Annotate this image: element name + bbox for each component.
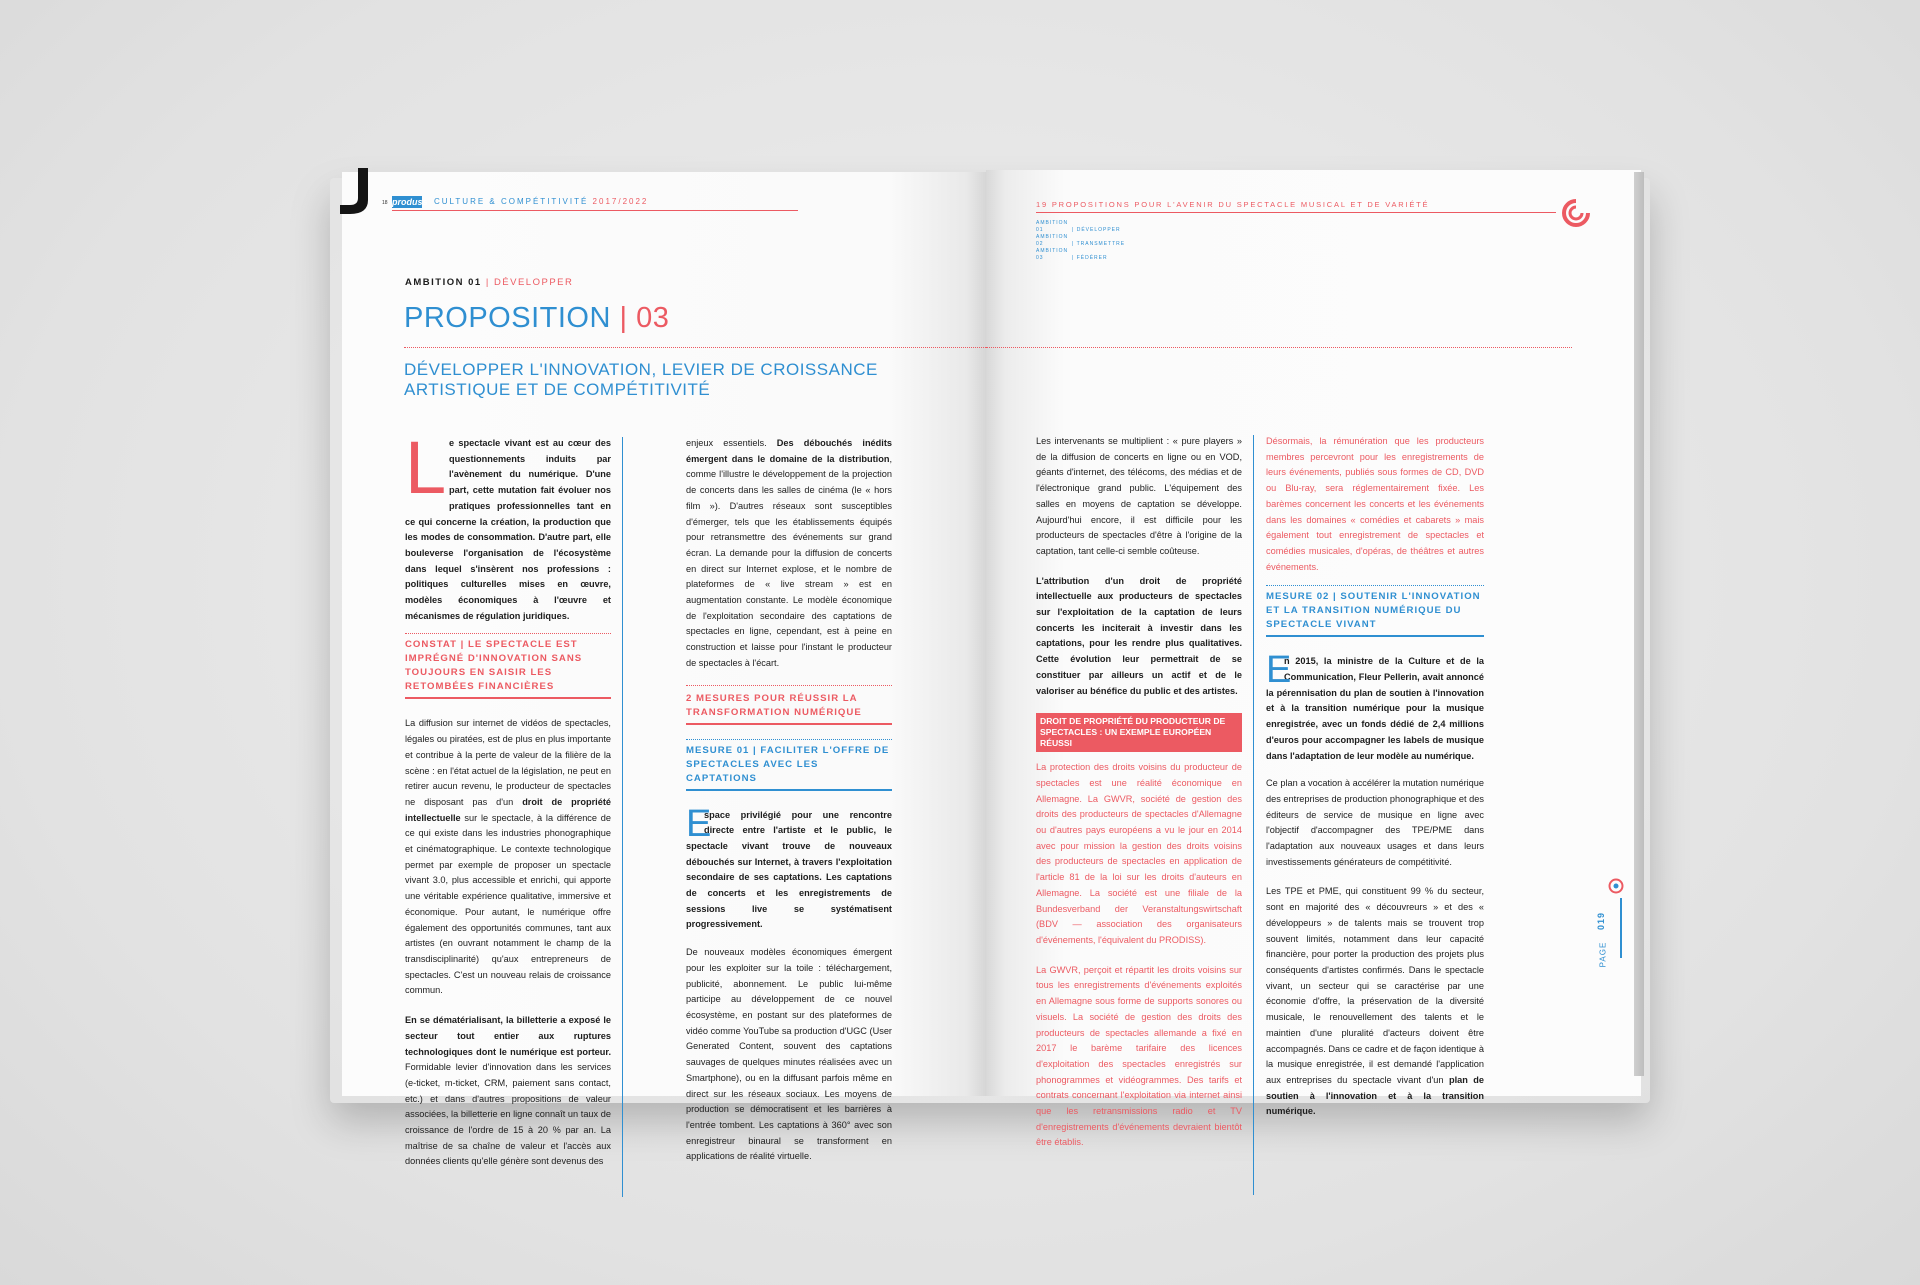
- mesures-underline: [686, 723, 892, 725]
- dropcap-e: E: [686, 802, 712, 845]
- folio-left: 18: [382, 200, 388, 206]
- mesure1-underline: [686, 789, 892, 791]
- dropcap-e2: E: [1266, 649, 1292, 692]
- col4-paragraph-1: Désormais, la rémunération que les producteurs membres percevront pour les enregistrements de leurs événements, publiés sous formes de CD, DVD ou Blu-ray, sera réglementairement fixée. Les barèmes concernent les concerts et les événements dans les domaines « comédies et cabarets » mais également tout enregistrement de spectacles et comédies musicales, d'opéras, de théâtres et autres événements.: [1266, 436, 1484, 572]
- mesure2-rule: [1266, 585, 1484, 586]
- page-marker-bar: [1620, 898, 1622, 958]
- col4-paragraph-4: Les TPE et PME, qui constituent 99 % du secteur, sont en majorité des « découvreurs » et des « développeurs » de talents mais se trouvent trop souvent limités, notamment dans leur capacité financière, pour porter la production des projets plus conséquents d'artistes confirmés. Dans le spectacle vivant, un secteur qui se caractérise par une économie d'offre, la préservation de la diversité musicale, le renouvellement des talents et le maintien d'une pluralité d'acteurs doivent être accompagnés. Dans ce cadre et de façon identique à la musique enregistrée, il est demandé l'application aux entreprises du spectacle vivant d'un plan de soutien à l'innovation et à la transition numérique.: [1266, 886, 1484, 1117]
- mesure1-heading: MESURE 01 | FACILITER L'OFFRE DE SPECTACLES AVEC LES CAPTATIONS: [686, 744, 890, 784]
- subtitle: DÉVELOPPER L'INNOVATION, LEVIER DE CROISSANCE ARTISTIQUE ET DE COMPÉTITIVITÉ: [404, 360, 878, 399]
- column-3: [1036, 434, 1242, 1151]
- header-right-rule: [1036, 212, 1556, 213]
- col3-paragraph-3: La protection des droits voisins du producteur de spectacles est une réalité économique en Allemagne. La GWVR, société de gestion des droits des producteurs de spectacles d'Allemagne ou d'autres pays européens a vu le jour en 2014 avec pour mission la gestion des droits voisins des producteurs de spectacles en application de l'article 81 de la loi sur les droits d'auteurs en Allemagne. La société est une filiale de la Bundesverband der Veranstaltungswirtschaft (BDV — association des organisateurs d'événements, l'équivalent du PRODISS).: [1036, 762, 1242, 945]
- mesure2-underline: [1266, 635, 1484, 637]
- column-1: [405, 426, 612, 1170]
- ambitions-item: AMBITION 02 | TRANSMETTRE: [1036, 234, 1126, 247]
- mesures-rule: [686, 685, 892, 686]
- produss-logo: produss: [392, 197, 428, 207]
- header-right-title: 19 PROPOSITIONS POUR L'AVENIR DU SPECTACLE MUSICAL ET DE VARIÉTÉ: [1036, 200, 1430, 209]
- mesure1-rule: [686, 739, 892, 740]
- column-divider-right: [1253, 435, 1254, 1195]
- constat-underline: [405, 697, 611, 699]
- target-icon: [1608, 878, 1624, 894]
- col3-paragraph-4: La GWVR, perçoit et répartit les droits voisins sur tous les enregistrements d'événements exploités en Allemagne sous forme de supports sonores ou visuels. La société de gestion des droits des producteurs de spectacles allemande a fixé en 2017 le barème tarifaire des licences d'exploitation des spectacles enregistrés sur phonogrammes et vidéogrammes. Des tarifs et contrats concernant l'exploitation via internet ainsi que les retransmissions radio et TV d'enregistrements d'événements devraient bientôt être établis.: [1036, 964, 1242, 1148]
- page-marker: [1596, 898, 1626, 998]
- header-left-title: CULTURE & COMPÉTITIVITÉ 2017/2022: [434, 197, 649, 206]
- proposition-title: PROPOSITION | 03: [404, 302, 670, 334]
- page-stack-edge: [1634, 172, 1644, 1076]
- column-divider: [622, 437, 623, 1197]
- title-dotted-rule: [404, 347, 986, 348]
- title-dotted-rule-right: [986, 347, 1572, 348]
- col4-paragraph-2: n 2015, la ministre de la Culture et de la Communication, Fleur Pellerin, avait annoncé la pérennisation du plan de soutien à l'innovation et à la transition numérique pour la musique enregistrée, avec un fonds dédié de 2,4 millions d'euros pour accompagner les labels de musique dans l'adaptation de leur modèle au numérique.: [1266, 656, 1484, 761]
- col2-paragraph-2: space privilégié pour une rencontre directe entre l'artiste et le public, le spectacle vivant trouve de nouveaux débouchés sur Internet, à travers l'exploitation secondaire de ses captations. Les captations de concerts et les enregistrements de sessions live se systématisent progressivement.: [686, 809, 892, 930]
- ambition-label: AMBITION 01 | DÉVELOPPER: [405, 277, 574, 288]
- col2-paragraph-1: enjeux essentiels. Des débouchés inédits émergent dans le domaine de la distribution, comme l'illustre le développement de la projection de concerts dans les salles de cinéma (le « hors film »). D'autres réseaux sont susceptibles d'émerger, tels que les établissements équipés pour retransmettre des événements sur grand écran. La demande pour la diffusion de concerts en direct sur Internet explose, et le nombre de plateformes de « live stream » est en augmentation constante. Le modèle économique de l'exploitation secondaire des captations de spectacles en ligne, cependant, est à peine en construction et laisse pour l'instant le producteur de spectacles à l'écart.: [686, 438, 892, 668]
- col4-paragraph-3: Ce plan a vocation à accélérer la mutation numérique des entreprises de production phonographique et des éditeurs de service de musique en ligne avec l'objectif d'accompagner des TPE/PME dans l'adaptation aux nouveaux usages et dans leurs investissements générateurs de compétitivité.: [1266, 778, 1484, 867]
- mesure2-heading: MESURE 02 | SOUTENIR L'INNOVATION ET LA TRANSITION NUMÉRIQUE DU SPECTACLE VIVANT: [1266, 591, 1481, 631]
- constat-rule: [405, 633, 611, 634]
- j-logo-icon: [336, 168, 376, 216]
- column-4: [1266, 434, 1484, 1120]
- ambitions-item: AMBITION 03 | FÉDÉRER: [1036, 248, 1108, 261]
- mesures-heading: 2 MESURES POUR RÉUSSIR LA TRANSFORMATION NUMÉRIQUE: [686, 692, 862, 718]
- col1-paragraph-2: En se dématérialisant, la billetterie a exposé le secteur tout entier aux ruptures technologiques dont le numérique est porteur. Formidable levier d'innovation dans les services (e-ticket, m-ticket, CRM, paiement sans contact, etc.) et dans d'autres propositions de valeur associées, la billetterie en ligne connaît un taux de croissance de l'ordre de 15 à 20 % par an. La maîtrise de sa chaîne de valeur et l'accès aux données clients qu'elle génère sont devenus des: [405, 1015, 611, 1167]
- dropcap-l: L: [405, 426, 447, 509]
- left-page: [342, 172, 986, 1167]
- column-2: [686, 436, 892, 1165]
- ambitions-list: [1036, 220, 1125, 262]
- prodiss-logo-icon: [1561, 198, 1591, 228]
- right-page: [986, 170, 1641, 1148]
- page-word: PAGE: [1598, 941, 1608, 968]
- header-left-rule: [392, 210, 798, 211]
- page-number: 019: [1596, 911, 1607, 931]
- constat-heading: CONSTAT | LE SPECTACLE EST IMPRÉGNÉ D'INNOVATION SANS TOUJOURS EN SAISIR LES RETOMBÉES FINANCIÈRES: [405, 639, 583, 693]
- col3-paragraph-1: Les intervenants se multiplient : « pure players » de la diffusion de concerts en ligne ou en VOD, géants d'internet, des télécoms, des médias et de l'électronique grand public. L'équipement des salles en moyens de captation se développe. Aujourd'hui encore, il est difficile pour les producteurs de spectacles d'être à l'origine de la captation, tant celle-ci semble coûteuse.: [1036, 436, 1242, 556]
- col2-paragraph-3: De nouveaux modèles économiques émergent pour les exploiter sur la toile : téléchargement, publicité, abonnement. Le public lui-même participe au développement de ce nouvel écosystème, en postant sur des plateformes de vidéo comme YouTube sa production d'UGC (User Generated Content, souvent des captations sauvages de quelques minutes réalisées avec un Smartphone), ou en la diffusant parfois même en direct sur les réseaux sociaux. Les moyens de production se démocratisent et les barrières à l'entrée tombent. Les captations à 360° avec son enregistreur binaural se transforment en applications de réalité virtuelle.: [686, 947, 892, 1162]
- ambitions-item: AMBITION 01 | DÉVELOPPER: [1036, 220, 1121, 233]
- droit-box-title: DROIT DE PROPRIÉTÉ DU PRODUCTEUR DE SPECTACLES : UN EXEMPLE EUROPÉEN RÉUSSI: [1036, 713, 1242, 752]
- col1-paragraph-1: La diffusion sur internet de vidéos de spectacles, légales ou piratées, est de plus en plus importante et contribue à la perte de valeur de la filière de la scène : en l'état actuel de la législation, ne peut en retirer aucun revenu, le producteur de spectacles ne disposant pas d'un droit de propriété intellectuelle sur le spectacle, à la différence de ce qui existe dans les industries phonographique et cinématographique. Le contexte technologique permet par exemple de proposer un spectacle vivant 3.0, plus accessible et enrichi, qui apporte une véritable expérience qualitative, immersive et économique. Pour autant, le numérique offre également des opportunités communes, tant aux artistes (en ouvrant notamment le champ de la transdisciplinarité) qu'aux entrepreneurs de spectacles. C'est un nouveau relais de croissance commun.: [405, 718, 612, 996]
- col3-paragraph-2: L'attribution d'un droit de propriété intellectuelle aux producteurs de spectacles sur l'exploitation de la captation de leurs concerts les inciterait à investir dans les captations, pour les rendre plus qualitatives. Cette évolution leur permettrait de se constituer par ailleurs un actif et de le valoriser au bénéfice du public et des artistes.: [1036, 575, 1242, 696]
- intro-text: e spectacle vivant est au cœur des questionnements induits par l'avènement du numérique. D'une part, cette mutation fait évoluer nos pratiques professionnelles tant en ce qui concerne la création, la production que les modes de consommation. D'autre part, elle bouleverse l'organisation de l'écosystème dans lequel s'insèrent nos professions : politiques culturelles mises en œuvre, modèles économiques à l'œuvre et mécanismes de régulation juridiques.: [405, 438, 611, 621]
